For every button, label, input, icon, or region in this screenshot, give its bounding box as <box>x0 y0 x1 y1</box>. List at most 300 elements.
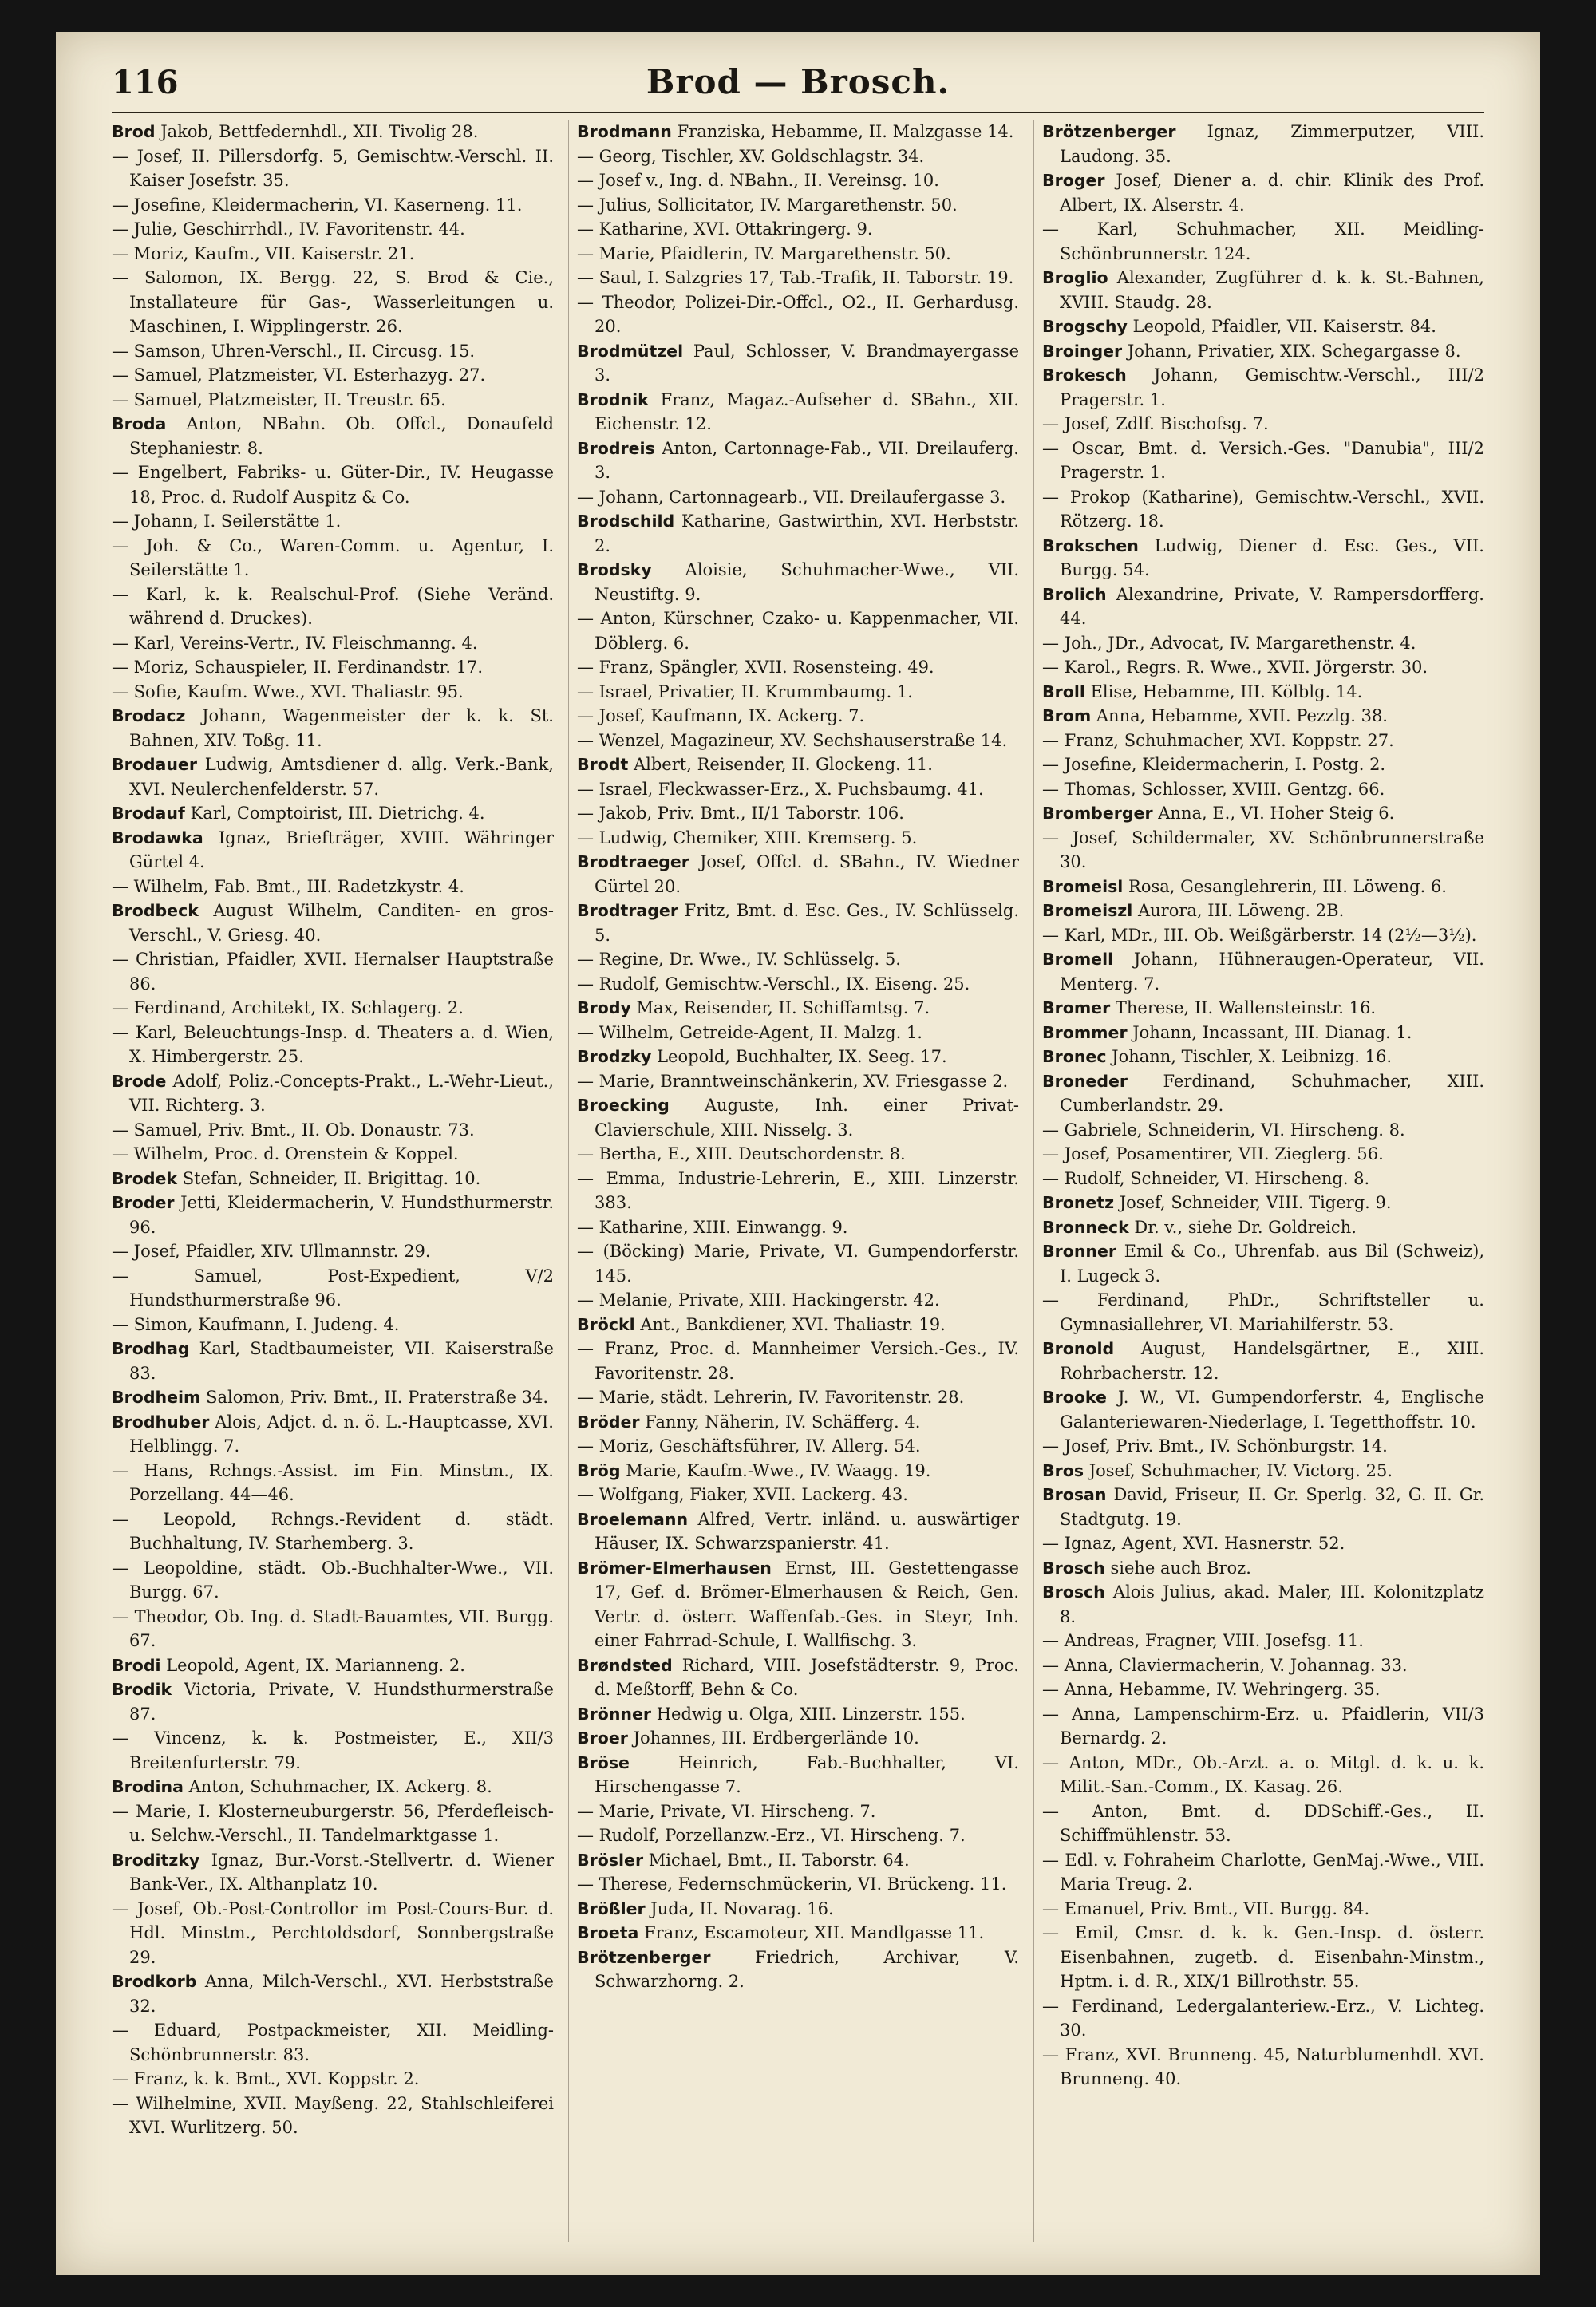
directory-entry <box>577 1653 1019 1702</box>
directory-entry <box>577 1434 1019 1459</box>
entry-text: Paul, Schlosser, V. Brandmayergasse 3. <box>595 341 1019 385</box>
entry-surname: Broeta <box>577 1923 639 1942</box>
entry-text: — Andreas, Fragner, VIII. Josefsg. 11. <box>1042 1631 1364 1650</box>
directory-entry <box>1042 801 1484 826</box>
directory-entry <box>112 1969 554 2018</box>
directory-entry <box>112 1677 554 1726</box>
directory-entry <box>577 193 1019 218</box>
entry-text: — Wenzel, Magazineur, XV. Sechshauserstraße 14. <box>577 730 1008 750</box>
directory-entry <box>1042 217 1484 266</box>
entry-surname: Brodik <box>112 1680 172 1699</box>
entry-text: — Wilhelmine, XVII. Mayßeng. 22, Stahlschleiferei XVI. Wurlitzerg. 50. <box>112 2093 554 2137</box>
entry-text: — Joh. & Co., Waren-Comm. u. Agentur, I. Seilerstätte 1. <box>112 535 554 579</box>
entry-text: — Prokop (Katharine), Gemischtw.-Verschl., XVII. Rötzerg. 18. <box>1042 487 1484 531</box>
entry-text: Alexandrine, Private, V. Rampersdorfferg. 44. <box>1060 584 1484 628</box>
entry-text: Elise, Hebamme, III. Kölblg. 14. <box>1090 681 1363 701</box>
entry-text: — Rudolf, Porzellanzw.-Erz., VI. Hirscheng. 7. <box>577 1826 966 1845</box>
directory-entry <box>577 972 1019 997</box>
directory-entry <box>1042 1653 1484 1678</box>
entry-surname: Broder <box>112 1193 175 1212</box>
entry-surname: Bronneck <box>1042 1217 1129 1237</box>
directory-entry <box>577 899 1019 947</box>
entry-text: Fanny, Näherin, IV. Schäfferg. 4. <box>645 1412 921 1432</box>
directory-entry <box>112 1848 554 1897</box>
directory-entry <box>1042 1531 1484 1556</box>
directory-entry <box>112 509 554 534</box>
directory-entry <box>112 875 554 899</box>
entry-surname: Brösler <box>577 1850 644 1870</box>
directory-entry <box>1042 996 1484 1021</box>
entry-text: Marie, Kaufm.-Wwe., IV. Waagg. 19. <box>626 1460 931 1480</box>
entry-text: Fritz, Bmt. d. Esc. Ges., IV. Schlüsselg. 5. <box>595 901 1019 945</box>
entry-text: Ignaz, Bur.-Vorst.-Stellvertr. d. Wiener Bank-Ver., IX. Althanplatz 10. <box>129 1850 554 1894</box>
entry-text: — Christian, Pfaidler, XVII. Hernalser Hauptstraße 86. <box>112 950 554 994</box>
entry-surname: Brodzky <box>577 1047 652 1066</box>
entry-surname: Brommer <box>1042 1022 1128 1042</box>
directory-entry <box>112 1118 554 1143</box>
entry-text: Friedrich, Archivar, V. Schwarzhorng. 2. <box>595 1947 1019 1991</box>
entry-text: — Samuel, Priv. Bmt., II. Ob. Donaustr. 73. <box>112 1120 475 1140</box>
directory-entry <box>1042 875 1484 899</box>
directory-entry <box>577 1848 1019 1873</box>
entry-surname: Broneder <box>1042 1071 1128 1091</box>
entry-surname: Bromberger <box>1042 804 1153 823</box>
entry-surname: Brodsky <box>577 560 652 579</box>
entry-surname: Brodek <box>112 1168 178 1188</box>
entry-text: Leopold, Agent, IX. Marianneng. 2. <box>166 1655 465 1675</box>
entry-text: Ludwig, Diener d. Esc. Ges., VII. Burgg. 54. <box>1060 535 1484 579</box>
entry-text: Salomon, Priv. Bmt., II. Praterstraße 34. <box>206 1388 549 1407</box>
entry-surname: Broecking <box>577 1096 670 1115</box>
entry-text: Anton, Cartonnage-Fab., VII. Dreilauferg. 3. <box>595 438 1019 482</box>
directory-entry <box>112 1897 554 1970</box>
entry-text: — Franz, Proc. d. Mannheimer Versich.-Ges., IV. Favoritenstr. 28. <box>577 1339 1019 1383</box>
directory-entry <box>577 680 1019 705</box>
entry-surname: Brod <box>112 122 156 141</box>
entry-surname: Brodheim <box>112 1388 201 1407</box>
entry-text: — Marie, Private, VI. Hirscheng. 7. <box>577 1801 876 1821</box>
entry-text: Josef, Schneider, VIII. Tigerg. 9. <box>1119 1193 1392 1212</box>
entry-text: — Joh., JDr., Advocat, IV. Margarethenstr. 4. <box>1042 633 1416 653</box>
entry-text: — Regine, Dr. Wwe., IV. Schlüsselg. 5. <box>577 950 901 969</box>
entry-text: Alois, Adjct. d. n. ö. L.-Hauptcasse, XVI. Helblingg. 7. <box>129 1412 554 1456</box>
entry-text: — Marie, I. Klosterneuburgerstr. 56, Pferdefleisch- u. Selchw.-Verschl., II. Tandelmarktgasse 1. <box>112 1801 554 1845</box>
directory-entry <box>1042 1167 1484 1191</box>
directory-entry <box>577 1823 1019 1848</box>
entry-text: — Saul, I. Salzgries 17, Tab.-Trafik, II. Taborstr. 19. <box>577 268 1014 287</box>
directory-entry <box>112 1507 554 1556</box>
entry-text: — Anna, Lampenschirm-Erz. u. Pfaidlerin, VII/3 Bernardg. 2. <box>1042 1704 1484 1748</box>
directory-entry <box>577 120 1019 144</box>
entry-text: Alexander, Zugführer d. k. k. St.-Bahnen, XVIII. Staudg. 28. <box>1060 268 1484 312</box>
entry-text: — Moriz, Geschäftsführer, IV. Allerg. 54. <box>577 1436 921 1456</box>
directory-entry <box>112 704 554 753</box>
entry-text: Anton, NBahn. Ob. Offcl., Donaufeld Stephaniestr. 8. <box>129 414 554 458</box>
entry-surname: Brodtraeger <box>577 852 689 871</box>
directory-entry <box>112 460 554 509</box>
entry-text: — Marie, Branntweinschänkerin, XV. Friesgasse 2. <box>577 1071 1009 1091</box>
directory-entry <box>112 655 554 680</box>
directory-entry <box>577 558 1019 606</box>
entry-text: — Leopoldine, städt. Ob.-Buchhalter-Wwe., VII. Burgg. 67. <box>112 1558 554 1602</box>
entry-text: — Josef v., Ing. d. NBahn., II. Vereinsg. 10. <box>577 171 939 190</box>
entry-surname: Bronec <box>1042 1047 1107 1066</box>
directory-entry <box>1042 437 1484 485</box>
directory-entry <box>112 1799 554 1848</box>
page-header <box>112 56 1484 113</box>
directory-entry <box>1042 1677 1484 1702</box>
directory-entry <box>1042 1045 1484 1069</box>
directory-entry <box>1042 534 1484 583</box>
directory-entry <box>1042 1191 1484 1215</box>
directory-entry <box>577 753 1019 777</box>
entry-surname: Brooke <box>1042 1388 1107 1407</box>
directory-entry <box>1042 899 1484 923</box>
entry-surname: Bröckl <box>577 1314 635 1334</box>
entry-surname: Bromer <box>1042 998 1111 1017</box>
entry-text: Johann, Gemischtw.-Verschl., III/2 Pragerstr. 1. <box>1060 365 1484 409</box>
entry-text: — Franz, k. k. Bmt., XVI. Koppstr. 2. <box>112 2069 420 2088</box>
directory-entry <box>577 1337 1019 1385</box>
entry-surname: Broda <box>112 414 167 433</box>
entry-text: Leopold, Pfaidler, VII. Kaiserstr. 84. <box>1132 317 1436 336</box>
directory-entry <box>577 1921 1019 1946</box>
entry-text: — Anna, Claviermacherin, V. Johannag. 33. <box>1042 1655 1408 1675</box>
entry-surname: Broer <box>577 1728 628 1748</box>
entry-text: Anna, E., VI. Hoher Steig 6. <box>1158 804 1395 823</box>
entry-text: — Rudolf, Schneider, VI. Hirscheng. 8. <box>1042 1168 1370 1188</box>
entry-text: — Jakob, Priv. Bmt., II/1 Taborstr. 106. <box>577 804 904 823</box>
entry-text: — Johann, I. Seilerstätte 1. <box>112 512 342 531</box>
entry-text: — Josef, Kaufmann, IX. Ackerg. 7. <box>577 706 865 725</box>
entry-text: — Franz, Schuhmacher, XVI. Koppstr. 27. <box>1042 730 1394 750</box>
directory-entry <box>1042 1921 1484 1994</box>
entry-surname: Brönner <box>577 1704 652 1724</box>
directory-entry <box>112 1021 554 1069</box>
directory-entry <box>577 509 1019 558</box>
directory-entry <box>577 655 1019 680</box>
entry-text: — Ferdinand, Architekt, IX. Schlagerg. 2. <box>112 998 464 1017</box>
directory-entry <box>112 1069 554 1118</box>
entry-text: — Ludwig, Chemiker, XIII. Kremserg. 5. <box>577 828 918 847</box>
entry-text: Victoria, Private, V. Hundsthurmerstraße 87. <box>129 1680 554 1724</box>
directory-entry <box>1042 1239 1484 1288</box>
directory-entry <box>112 1726 554 1775</box>
directory-entry <box>1042 655 1484 680</box>
directory-entry <box>112 1775 554 1799</box>
entry-text: — Emanuel, Priv. Bmt., VII. Burgg. 84. <box>1042 1898 1370 1918</box>
directory-entry <box>112 1605 554 1653</box>
entry-text: Stefan, Schneider, II. Brigittag. 10. <box>182 1168 481 1188</box>
directory-entry <box>577 704 1019 729</box>
entry-text: Anna, Hebamme, XVII. Pezzlg. 38. <box>1096 706 1388 725</box>
entry-surname: Brody <box>577 998 631 1017</box>
entry-surname: Bros <box>1042 1460 1084 1480</box>
entry-text: — Georg, Tischler, XV. Goldschlagstr. 34. <box>577 146 925 166</box>
entry-text: Johann, Incassant, III. Dianag. 1. <box>1132 1022 1412 1042</box>
entry-text: — Engelbert, Fabriks- u. Güter-Dir., IV. Heugasse 18, Proc. d. Rudolf Auspitz & Co. <box>112 463 554 507</box>
entry-surname: Brodtrager <box>577 901 678 920</box>
directory-entry <box>1042 1459 1484 1483</box>
entry-text: J. W., VI. Gumpendorferstr. 4, Englische Galanteriewaren-Niederlage, I. Tegetthoffstr. 10. <box>1060 1388 1484 1432</box>
entry-surname: Brößler <box>577 1898 646 1918</box>
entry-text: Albert, Reisender, II. Glockeng. 11. <box>633 755 933 774</box>
entry-text: — Therese, Federnschmückerin, VI. Brückeng. 11. <box>577 1874 1007 1894</box>
directory-entry <box>112 1556 554 1605</box>
entry-text: — Gabriele, Schneiderin, VI. Hirscheng. 8. <box>1042 1120 1405 1140</box>
entry-text: Ferdinand, Schuhmacher, XIII. Cumberlandstr. 29. <box>1060 1071 1484 1115</box>
directory-entry <box>577 242 1019 267</box>
entry-text: — Moriz, Kaufm., VII. Kaiserstr. 21. <box>112 243 415 263</box>
directory-entry <box>112 947 554 996</box>
directory-entry <box>577 339 1019 388</box>
directory-entry <box>1042 1580 1484 1629</box>
entry-text: — Ferdinand, Ledergalanteriew.-Erz., V. Lichteg. 30. <box>1042 1996 1484 2040</box>
entry-surname: Brolich <box>1042 584 1107 604</box>
directory-entry <box>577 947 1019 972</box>
directory-entry <box>1042 412 1484 437</box>
directory-page <box>56 32 1540 2275</box>
directory-entry <box>112 996 554 1021</box>
directory-entry <box>112 1653 554 1678</box>
directory-entry <box>1042 168 1484 217</box>
entry-text: — Josef, II. Pillersdorfg. 5, Gemischtw.-Verschl. II. Kaiser Josefstr. 35. <box>112 146 554 190</box>
directory-entry <box>1042 680 1484 705</box>
directory-entry <box>112 2067 554 2092</box>
directory-entry <box>1042 1021 1484 1045</box>
entry-text: — Samuel, Platzmeister, II. Treustr. 65. <box>112 389 446 409</box>
entry-text: — Josefine, Kleidermacherin, I. Postg. 2. <box>1042 755 1386 774</box>
directory-entry <box>577 1726 1019 1751</box>
directory-entry <box>1042 363 1484 412</box>
entry-surname: Brodmützel <box>577 341 684 361</box>
entry-text: Hedwig u. Olga, XIII. Linzerstr. 155. <box>656 1704 966 1724</box>
entry-surname: Broll <box>1042 681 1085 701</box>
directory-entry <box>1042 583 1484 631</box>
directory-entry <box>112 801 554 826</box>
entry-text: Ernst, III. Gestettengasse 17, Gef. d. Brömer-Elmerhausen & Reich, Gen. Vertr. d. österr. Waffenfab.-Ges. in Steyr, Inh. einer Fahrrad-Schule, I. Wallfischg. 3. <box>595 1558 1019 1650</box>
directory-entry <box>577 217 1019 242</box>
entry-text: — Rudolf, Gemischtw.-Verschl., IX. Eiseng. 25. <box>577 974 970 994</box>
directory-entry <box>1042 777 1484 802</box>
directory-entry <box>577 1872 1019 1897</box>
entry-text: August, Handelsgärtner, E., XIII. Rohrbacherstr. 12. <box>1060 1339 1484 1383</box>
directory-entry <box>1042 1215 1484 1240</box>
entry-text: Adolf, Poliz.-Concepts-Prakt., L.-Wehr-Lieut., VII. Richterg. 3. <box>129 1071 554 1115</box>
entry-surname: Brosch <box>1042 1558 1105 1578</box>
entry-surname: Brodnik <box>577 389 649 409</box>
directory-entry <box>1042 1556 1484 1581</box>
entry-text: Therese, II. Wallensteinstr. 16. <box>1115 998 1377 1017</box>
entry-text: — Katharine, XVI. Ottakringerg. 9. <box>577 219 873 239</box>
entry-text: — Anton, Bmt. d. DDSchiff.-Ges., II. Schiffmühlenstr. 53. <box>1042 1801 1484 1845</box>
entry-text: Heinrich, Fab.-Buchhalter, VI. Hirschengasse 7. <box>595 1752 1019 1796</box>
directory-entry <box>577 1069 1019 1094</box>
directory-entry <box>577 1215 1019 1240</box>
directory-entry <box>1042 753 1484 777</box>
entry-text: — Anna, Hebamme, IV. Wehringerg. 35. <box>1042 1680 1381 1699</box>
entry-text: — Theodor, Polizei-Dir.-Offcl., O2., II. Gerhardusg. 20. <box>577 292 1019 336</box>
entry-text: Johann, Privatier, XIX. Schegargasse 8. <box>1127 341 1461 361</box>
directory-entry <box>1042 1483 1484 1531</box>
entry-surname: Broditzky <box>112 1850 200 1870</box>
entry-text: Max, Reisender, II. Schiffamtsg. 7. <box>636 998 930 1017</box>
directory-entry <box>112 1239 554 1264</box>
entry-text: Franz, Escamoteur, XII. Mandlgasse 11. <box>644 1923 985 1942</box>
directory-entry <box>1042 826 1484 875</box>
directory-entry <box>577 1045 1019 1069</box>
directory-entry <box>577 1093 1019 1142</box>
entry-text: Jakob, Bettfedernhdl., XII. Tivolig 28. <box>160 122 479 141</box>
directory-entry <box>577 388 1019 437</box>
directory-entry <box>577 1167 1019 1215</box>
directory-entry <box>1042 1069 1484 1118</box>
directory-entry <box>112 363 554 388</box>
entry-text: — Anton, MDr., Ob.-Arzt. a. o. Mitgl. d. k. u. k. Milit.-San.-Comm., IX. Kasag. 26. <box>1042 1752 1484 1796</box>
entry-text: Karl, Comptoirist, III. Dietrichg. 4. <box>190 804 485 823</box>
entry-text: — Vincenz, k. k. Postmeister, E., XII/3 Breitenfurterstr. 79. <box>112 1728 554 1772</box>
directory-entry <box>112 1191 554 1239</box>
entry-surname: Brodkorb <box>112 1972 197 1991</box>
directory-entry <box>1042 314 1484 339</box>
entry-surname: Brom <box>1042 706 1092 725</box>
entry-text: Ignaz, Zimmerputzer, VIII. Laudong. 35. <box>1060 122 1484 166</box>
entry-text: — Karl, k. k. Realschul-Prof. (Siehe Veränd. während d. Druckes). <box>112 584 554 628</box>
directory-entry <box>1042 923 1484 948</box>
directory-entry <box>1042 1751 1484 1799</box>
directory-entry <box>1042 947 1484 996</box>
directory-entry <box>577 1142 1019 1167</box>
entry-text: — Marie, Pfaidlerin, IV. Margarethenstr. 50. <box>577 243 951 263</box>
directory-entry <box>1042 1799 1484 1848</box>
directory-entry <box>112 1337 554 1385</box>
directory-entry <box>577 290 1019 339</box>
directory-entry <box>1042 1337 1484 1385</box>
entry-text: — Ferdinand, PhDr., Schriftsteller u. Gymnasiallehrer, VI. Mariahilferstr. 53. <box>1042 1290 1484 1334</box>
entry-text: Richard, VIII. Josefstädterstr. 9, Proc. d. Meßtorff, Behn & Co. <box>595 1655 1019 1699</box>
entry-text: — Samuel, Post-Expedient, V/2 Hundsthurmerstraße 96. <box>112 1266 554 1310</box>
entry-text: Dr. v., siehe Dr. Goldreich. <box>1134 1217 1357 1237</box>
directory-entry <box>112 1264 554 1313</box>
entry-text: Ludwig, Amtsdiener d. allg. Verk.-Bank, XVI. Neulerchenfelderstr. 57. <box>129 755 554 799</box>
directory-entry <box>577 437 1019 485</box>
entry-surname: Brodhag <box>112 1339 190 1358</box>
entry-surname: Brode <box>112 1071 167 1091</box>
entry-text: Josef, Schuhmacher, IV. Victorg. 25. <box>1088 1460 1393 1480</box>
directory-entry <box>112 631 554 656</box>
entry-surname: Bronetz <box>1042 1193 1115 1212</box>
directory-entry <box>577 777 1019 802</box>
entry-text: Aurora, III. Löweng. 2B. <box>1137 901 1345 920</box>
entry-text: — Bertha, E., XIII. Deutschordenstr. 8. <box>577 1144 906 1163</box>
entry-text: Jetti, Kleidermacherin, V. Hundsthurmerstr. 96. <box>129 1193 554 1237</box>
directory-entry <box>112 753 554 801</box>
directory-entry <box>577 729 1019 753</box>
entry-text: Josef, Offcl. d. SBahn., IV. Wiedner Gürtel 20. <box>595 852 1019 896</box>
entry-text: — Samuel, Platzmeister, VI. Esterhazyg. 27. <box>112 365 486 385</box>
directory-entry <box>577 1702 1019 1727</box>
entry-text: siehe auch Broz. <box>1110 1558 1251 1578</box>
entry-text: — Wilhelm, Fab. Bmt., III. Radetzkystr. 4. <box>112 876 464 896</box>
directory-entry <box>577 144 1019 169</box>
directory-entry <box>1042 1994 1484 2043</box>
entry-surname: Brodacz <box>112 706 186 725</box>
entry-text: — (Böcking) Marie, Private, VI. Gumpendorferstr. 145. <box>577 1242 1019 1286</box>
directory-entry <box>577 850 1019 899</box>
directory-entry <box>577 606 1019 655</box>
column-3 <box>1033 120 1484 2242</box>
entry-text: — Hans, Rchngs.-Assist. im Fin. Minstm., IX. Porzellang. 44—46. <box>112 1460 554 1504</box>
directory-entry <box>1042 1897 1484 1922</box>
entry-text: David, Friseur, II. Gr. Sperlg. 32, G. II. Gr. Stadtgutg. 19. <box>1060 1485 1484 1529</box>
entry-text: — Oscar, Bmt. d. Versich.-Ges. "Danubia", III/2 Pragerstr. 1. <box>1042 438 1484 482</box>
directory-entry <box>577 826 1019 851</box>
entry-text: Juda, II. Novarag. 16. <box>650 1898 834 1918</box>
directory-entry <box>1042 704 1484 729</box>
entry-text: — Theodor, Ob. Ing. d. Stadt-Bauamtes, VII. Burgg. 67. <box>112 1606 554 1650</box>
entry-text: Katharine, Gastwirthin, XVI. Herbststr. 2. <box>595 512 1019 555</box>
entry-surname: Brötzenberger <box>1042 122 1176 141</box>
directory-entry <box>577 485 1019 510</box>
directory-entry <box>112 1313 554 1337</box>
entry-text: Auguste, Inh. einer Privat-Clavierschule, XIII. Nisselg. 3. <box>595 1096 1019 1140</box>
directory-entry <box>112 826 554 875</box>
directory-entry <box>112 193 554 218</box>
entry-surname: Brodauf <box>112 804 185 823</box>
entry-text: August Wilhelm, Canditen- en gros-Verschl., V. Griesg. 40. <box>129 901 554 945</box>
running-head: Brod — Brosch. <box>646 62 950 101</box>
directory-entry <box>112 583 554 631</box>
entry-text: — Josef, Ob.-Post-Controllor im Post-Cours-Bur. d. Hdl. Minstm., Perchtoldsdorf, Sonnbergstraße 29. <box>112 1898 554 1967</box>
entry-text: — Josef, Zdlf. Bischofsg. 7. <box>1042 414 1269 433</box>
entry-text: — Josef, Schildermaler, XV. Schönbrunnerstraße 30. <box>1042 828 1484 871</box>
columns <box>112 120 1484 2242</box>
entry-text: — Wilhelm, Proc. d. Orenstein & Koppel. <box>112 1144 459 1163</box>
entry-surname: Broger <box>1042 171 1105 190</box>
directory-entry <box>1042 1702 1484 1751</box>
directory-entry <box>112 680 554 705</box>
entry-text: — Edl. v. Fohraheim Charlotte, GenMaj.-Wwe., VIII. Maria Treug. 2. <box>1042 1850 1484 1894</box>
entry-text: — Josef, Priv. Bmt., IV. Schönburgstr. 14. <box>1042 1436 1388 1456</box>
directory-entry <box>112 388 554 413</box>
entry-text: — Wolfgang, Fiaker, XVII. Lackerg. 43. <box>577 1485 908 1504</box>
entry-text: — Wilhelm, Getreide-Agent, II. Malzg. 1. <box>577 1022 922 1042</box>
entry-text: Alfred, Vertr. inländ. u. auswärtiger Häuser, IX. Schwarzspanierstr. 41. <box>595 1509 1019 1553</box>
entry-surname: Bröder <box>577 1412 640 1432</box>
directory-entry <box>1042 1434 1484 1459</box>
entry-text: — Salomon, IX. Bergg. 22, S. Brod & Cie., Installateure für Gas-, Wasserleitungen u. Maschinen, I. Wipplingerstr. 26. <box>112 268 554 336</box>
entry-text: Johann, Hühneraugen-Operateur, VII. Menterg. 7. <box>1060 950 1484 994</box>
entry-text: — Franz, XVI. Brunneng. 45, Naturblumenhdl. XVI. Brunneng. 40. <box>1042 2044 1484 2088</box>
directory-entry <box>577 1897 1019 1922</box>
directory-entry <box>112 1142 554 1167</box>
directory-entry <box>112 2092 554 2140</box>
entry-text: — Ignaz, Agent, XVI. Hasnerstr. 52. <box>1042 1534 1345 1553</box>
directory-entry <box>112 120 554 144</box>
directory-entry <box>1042 1118 1484 1143</box>
directory-entry <box>1042 120 1484 168</box>
entry-text: — Karl, Beleuchtungs-Insp. d. Theaters a. d. Wien, X. Himbergerstr. 25. <box>112 1022 554 1066</box>
entry-text: — Karol., Regrs. R. Wwe., XVII. Jörgerstr. 30. <box>1042 658 1428 677</box>
entry-text: — Karl, MDr., III. Ob. Weißgärberstr. 14 (2½—3½). <box>1042 925 1477 945</box>
entry-text: — Thomas, Schlosser, XVIII. Gentzg. 66. <box>1042 779 1385 799</box>
directory-entry <box>112 534 554 583</box>
entry-text: — Samson, Uhren-Verschl., II. Circusg. 15. <box>112 341 476 361</box>
entry-text: — Anton, Kürschner, Czako- u. Kappenmacher, VII. Döblerg. 6. <box>577 609 1019 653</box>
directory-entry <box>1042 1288 1484 1337</box>
directory-entry <box>577 1751 1019 1799</box>
entry-surname: Brodmann <box>577 122 672 141</box>
